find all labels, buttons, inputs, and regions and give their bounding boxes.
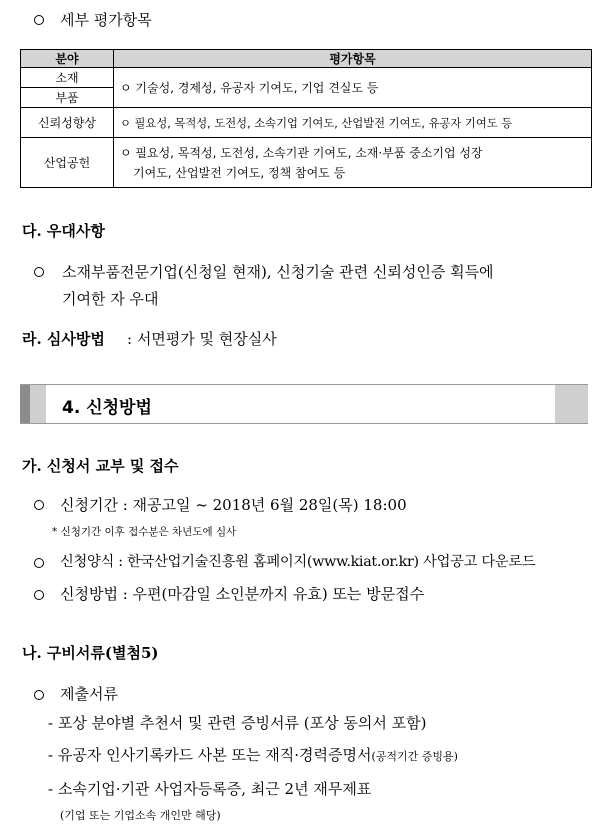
banner-edge xyxy=(20,385,30,423)
evaluation-table xyxy=(20,49,592,188)
table-header-items: 평가항목 xyxy=(114,50,592,68)
table-cell-items xyxy=(114,138,592,188)
document-item-3-note: (기업 또는 기업소속 개인만 해당) xyxy=(60,809,221,822)
circle-bullet-icon xyxy=(34,500,44,510)
circle-bullet-icon xyxy=(34,590,44,600)
document-item-2 xyxy=(48,744,458,765)
document-item-2-note: (공적기간 증빙용) xyxy=(371,750,458,763)
table-item-text: ㅇ 필요성, 목적성, 도전성, 소속기관 기여도, 소재·부품 중소기업 성장 xyxy=(120,145,483,160)
table-cell-items xyxy=(114,68,592,108)
section-subheading: 세부 평가항목 xyxy=(60,11,152,29)
preference-text-line2: 기여한 자 우대 xyxy=(62,290,159,308)
banner-title: 4. 신청방법 xyxy=(62,398,152,418)
table-cell-category: 산업공헌 xyxy=(21,138,114,188)
application-period-note: * 신청기간 이후 접수분은 차년도에 심사 xyxy=(52,526,237,538)
table-item-text: ㅇ 필요성, 목적성, 도전성, 소속기업 기여도, 산업발전 기여도, 유공자 기여도 등 xyxy=(120,116,513,130)
section-banner xyxy=(20,384,588,424)
table-item-text: ㅇ 기술성, 경제성, 유공자 기여도, 기업 견실도 등 xyxy=(120,81,379,95)
document-item-2-text: - 유공자 인사기록카드 사본 또는 재직·경력증명서 xyxy=(48,746,372,764)
documents-title: 제출서류 xyxy=(60,685,118,703)
application-method: 신청방법 : 우편(마감일 소인분까지 유효) 또는 방문접수 xyxy=(60,585,425,603)
document-item-1: - 포상 분야별 추천서 및 관련 증빙서류 (포상 동의서 포함) xyxy=(48,714,427,732)
document-item-3: - 소속기업·기관 사업자등록증, 최근 2년 재무제표 xyxy=(48,780,372,798)
section-heading-documents: 나. 구비서류(별첨5) xyxy=(22,644,159,662)
section-heading-preference: 다. 우대사항 xyxy=(22,222,105,240)
table-cell-category: 부품 xyxy=(21,88,114,108)
table-cell-category: 신뢰성향상 xyxy=(21,108,114,138)
table-cell-category: 소재 xyxy=(21,68,114,88)
table-item-text: 기여도, 산업발전 기여도, 정책 참여도 등 xyxy=(133,165,346,180)
section-heading-application: 가. 신청서 교부 및 접수 xyxy=(22,457,179,475)
review-method-text: : 서면평가 및 현장실사 xyxy=(127,330,277,348)
application-period: 신청기간 : 재공고일 ~ 2018년 6월 28일(목) 18:00 xyxy=(60,496,407,514)
circle-bullet-icon xyxy=(34,558,44,568)
table-cell-items xyxy=(114,108,592,138)
table-header-field: 분야 xyxy=(21,50,114,68)
circle-bullet-icon xyxy=(34,15,44,25)
preference-text-line1: 소재부품전문기업(신청일 현재), 신청기술 관련 신뢰성인증 획득에 xyxy=(62,263,494,281)
section-heading-review: 라. 심사방법 xyxy=(22,330,105,348)
circle-bullet-icon xyxy=(34,690,44,700)
circle-bullet-icon xyxy=(34,267,44,277)
application-form: 신청양식 : 한국산업기술진흥원 홈페이지(www.kiat.or.kr) 사업공고 다운로드 xyxy=(60,554,536,570)
